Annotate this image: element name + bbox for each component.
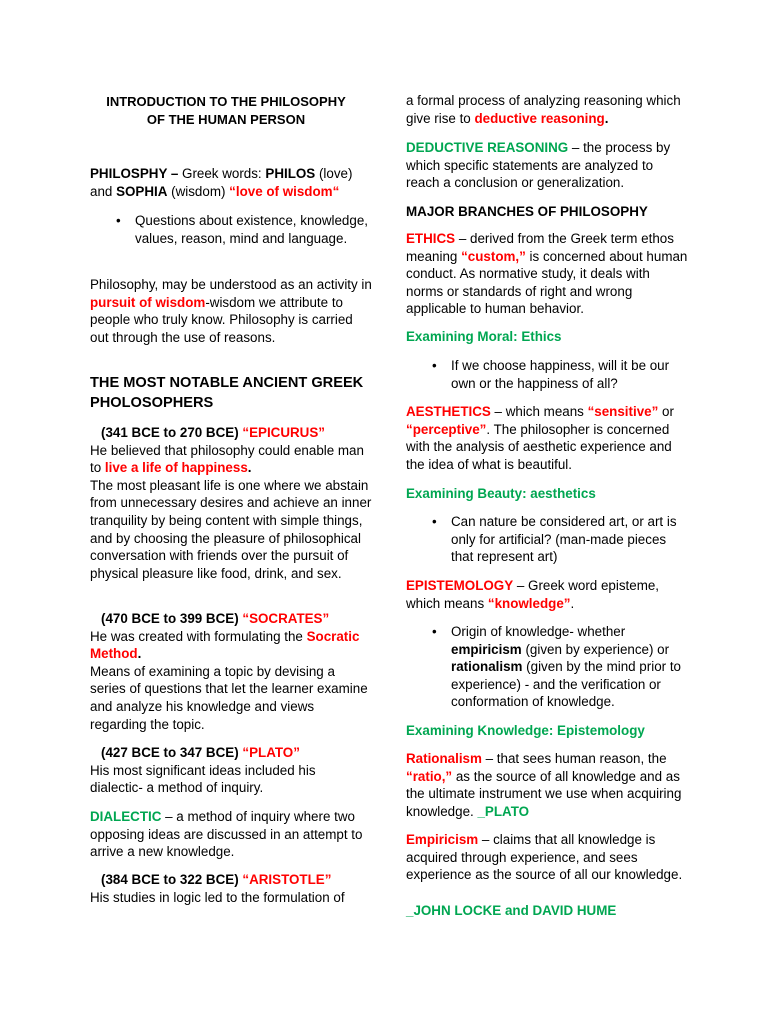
plato-section (90, 744, 372, 797)
pursuit-of-wisdom: pursuit of wisdom (90, 294, 206, 310)
empiricism-term: Empiricism (406, 832, 479, 847)
empiricism-definition (406, 831, 688, 884)
philosophy-bullet (90, 212, 372, 247)
rationalism-term: Rationalism (406, 751, 482, 766)
examining-epistemology: Examining Knowledge: Epistemology (406, 723, 645, 738)
philosophy-text-1: Greek words: (178, 166, 266, 181)
socrates-section (90, 610, 372, 733)
deductive-term: DEDUCTIVE REASONING (406, 140, 569, 155)
custom-highlight: “custom,” (461, 248, 526, 264)
dialectic-definition (90, 808, 372, 861)
knowledge-highlight: “knowledge” (487, 595, 571, 611)
aesthetics-bullet (406, 513, 688, 566)
locke-hume-attribution: _JOHN LOCKE and DAVID HUME (406, 903, 617, 918)
sophia-term: SOPHIA (116, 183, 168, 199)
notable-heading: THE MOST NOTABLE ANCIENT GREEK PHOLOSOPHERS (90, 375, 364, 411)
epi-bullet-text-a: Origin of knowledge- whether (451, 624, 626, 639)
branches-heading: MAJOR BRANCHES OF PHILOSOPHY (406, 204, 648, 219)
aesthetics-term: AESTHETICS (406, 404, 491, 419)
bullet-icon: • (432, 358, 437, 373)
aesthetics-text-c: . The philosopher is concerned with the analysis of aesthetic experience and the idea of what is beautiful. (406, 421, 672, 472)
examining-ethics: Examining Moral: Ethics (406, 329, 562, 344)
continuation-period: . (604, 110, 609, 126)
epistemology-bullet (406, 623, 688, 711)
plato-text: His most significant ideas included his dialectic- a method of inquiry. (90, 762, 316, 796)
plato-dates: (427 BCE to 347 BCE) (101, 745, 243, 760)
rationalism-bold: rationalism (451, 659, 523, 675)
empiricism-text: – claims that all knowledge is acquired through experience, and sees experience as the source of all our knowledge. (406, 832, 683, 883)
epistemology-term: EPISTEMOLOGY (406, 578, 514, 593)
epicurus-section (90, 424, 372, 582)
title-line-1: INTRODUCTION TO THE PHILOSOPHY (106, 94, 346, 109)
ratio-highlight: “ratio,” (406, 768, 453, 784)
aristotle-text: His studies in logic led to the formulation of (90, 889, 345, 905)
socrates-text-c: Means of examining a topic by devising a series of questions that let the learner examine and analyze his knowledge and views regarding the topic. (90, 663, 368, 732)
ethics-term: ETHICS (406, 231, 456, 246)
socrates-text-a: He was created with formulating the (90, 628, 307, 644)
rationalism-text-a: – that sees human reason, the (481, 751, 667, 766)
dialectic-term: DIALECTIC (90, 809, 162, 824)
bullet-icon: • (432, 514, 437, 529)
aesthetics-text-a: – which means (490, 404, 588, 419)
epicurus-period: . (247, 460, 252, 476)
deductive-reasoning-highlight: deductive reasoning (474, 110, 605, 126)
aesthetics-definition (406, 403, 688, 473)
socratic-method: Socratic Method (90, 628, 360, 662)
page-title (90, 93, 362, 129)
ethics-bullet (406, 357, 688, 392)
socrates-name: “SOCRATES” (242, 611, 330, 626)
rationalism-definition (406, 750, 688, 820)
aristotle-dates: (384 BCE to 322 BCE) (101, 872, 243, 887)
epicurus-text-c: The most pleasant life is one where we abstain from unnecessary desires and achieve an inner tranquility by being content with simple things, and by choosing the pleasure of philosophical conversation with friends over the pursuit of physical pleasure like food, drink, and sex. (90, 477, 372, 581)
philosophy-bullet-text: Questions about existence, knowledge, values, reason, mind and language. (135, 213, 368, 246)
sensitive-highlight: “sensitive” (587, 404, 659, 419)
philosophy-para-b: -wisdom we attribute to people who truly know. Philosophy is carried out through the use of reasons. (90, 294, 353, 345)
perceptive-highlight: “perceptive” (406, 421, 487, 437)
epicurus-text-a: He believed that philosophy could enable man to (90, 442, 364, 476)
philosophy-definition (90, 165, 372, 200)
aesthetics-bullet-text: Can nature be considered art, or art is only for artificial? (man-made pieces that represent art) (451, 514, 677, 565)
empiricism-bold: empiricism (451, 641, 522, 657)
ethics-definition (406, 230, 688, 318)
aristotle-continuation (406, 92, 688, 127)
title-line-2: OF THE HUMAN PERSON (146, 112, 306, 127)
bullet-icon: • (116, 213, 121, 228)
epi-bullet-text-d: (given by the mind prior to experience) - and the verification or conformation of knowledge. (451, 659, 681, 710)
philosophy-para-a: Philosophy, may be understood as an activity in (90, 277, 372, 292)
epicurus-name: “EPICURUS” (242, 425, 325, 440)
aesthetics-text-b: or (658, 404, 674, 419)
dialectic-text: – a method of inquiry where two opposing ideas are discussed in an attempt to arrive a new knowledge. (90, 809, 363, 860)
ethics-bullet-text: If we choose happiness, will it be our own or the happiness of all? (451, 358, 670, 391)
epicurus-highlight: live a life of happiness (104, 460, 248, 476)
ethics-text-b: is concerned about human conduct. As normative study, it deals with norms or standards of right and wrong applicable to human behavior. (406, 248, 688, 317)
deductive-definition (406, 139, 688, 192)
epistemology-text-a: – Greek word episteme, which means (406, 578, 660, 611)
philosophy-paragraph (90, 276, 372, 346)
philosophy-meaning: “love of wisdom“ (229, 183, 340, 199)
philosophy-text-3: (wisdom) (167, 183, 230, 199)
epistemology-definition (406, 577, 688, 612)
philos-term: PHILOS (265, 166, 316, 181)
philosophy-text-2: (love) and (90, 166, 353, 199)
epi-bullet-text-c: (given by experience) or (521, 641, 670, 657)
epistemology-text-b: . (570, 595, 575, 611)
rationalism-text-b: as the source of all knowledge and as the ultimate instrument we use when acquiring knowledge. (406, 768, 682, 819)
ethics-text-a: – derived from the Greek term ethos meaning (406, 231, 674, 264)
continuation-text: a formal process of analyzing reasoning which give rise to (406, 93, 681, 126)
socrates-dates: (470 BCE to 399 BCE) (101, 611, 243, 626)
plato-name: “PLATO” (242, 745, 300, 760)
aristotle-name: “ARISTOTLE” (242, 872, 332, 887)
epicurus-dates: (341 BCE to 270 BCE) (101, 425, 243, 440)
examining-aesthetics: Examining Beauty: aesthetics (406, 486, 596, 501)
philosophy-term: PHILOSPHY – (90, 166, 179, 181)
deductive-text: – the process by which specific statements are analyzed to reach a conclusion or generalization. (406, 140, 671, 191)
aristotle-section (90, 871, 372, 906)
bullet-icon: • (432, 624, 437, 639)
socrates-period: . (137, 646, 142, 662)
plato-attribution: _PLATO (477, 803, 530, 819)
